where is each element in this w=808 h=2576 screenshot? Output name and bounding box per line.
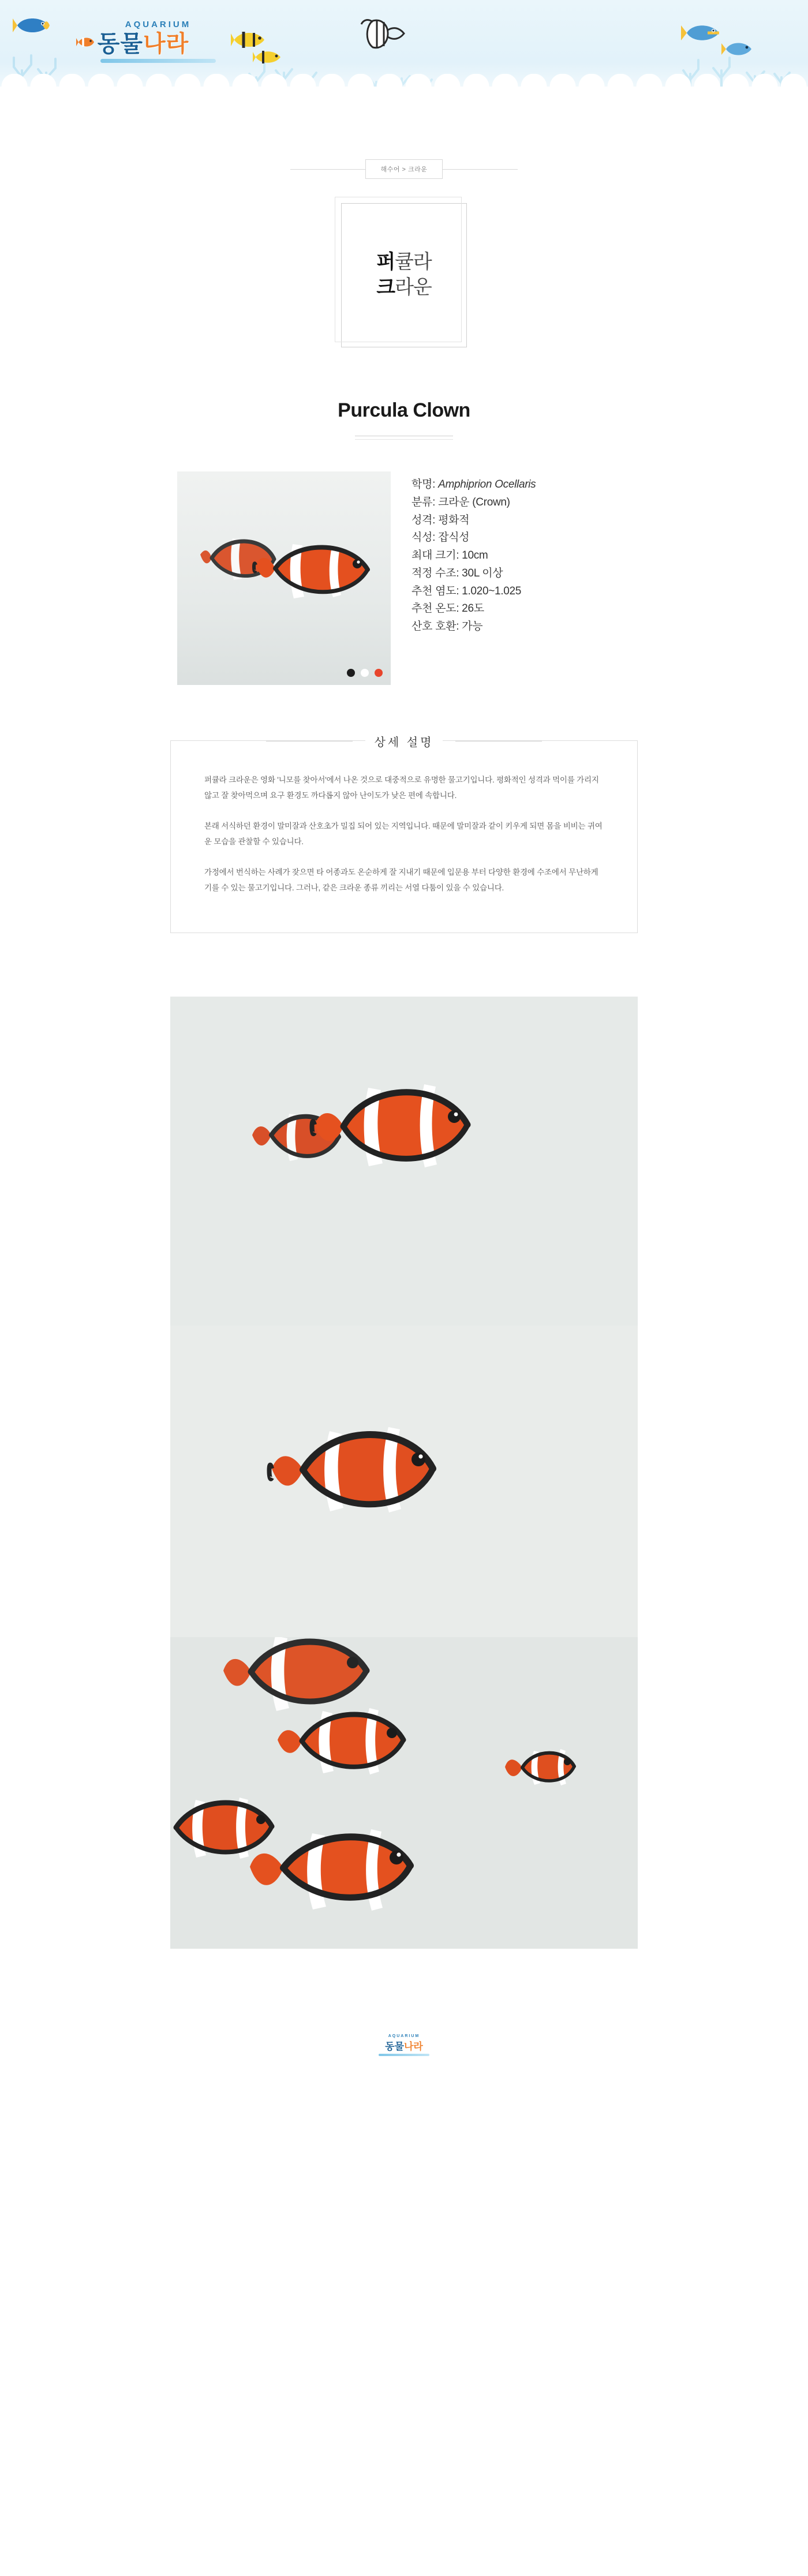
footer-logo-underline bbox=[379, 2054, 429, 2056]
breadcrumb-rule-left bbox=[290, 169, 365, 170]
spec-value: Amphiprion Ocellaris bbox=[438, 478, 536, 491]
fish-angel-icon bbox=[721, 38, 755, 63]
description-paragraph: 퍼큘라 크라운은 영화 '니모를 찾아서'에서 나온 것으로 대중적으로 유명한 물고기입니다. 평화적인 성격과 먹이를 가리지 않고 잘 찾아먹으며 요구 환경도 까다롭지 않아 난이도가 낮은 편에 속합니다. bbox=[204, 776, 599, 800]
page-title-rest-2: 라운 bbox=[395, 276, 432, 298]
description-rule-right bbox=[455, 741, 542, 742]
logo-word-1: 동물 bbox=[97, 31, 143, 57]
site-logo[interactable] bbox=[74, 20, 212, 73]
spec-value: 잡식성 bbox=[438, 531, 470, 544]
spec-value: 26도 bbox=[462, 602, 484, 615]
description-section bbox=[170, 736, 638, 933]
site-footer bbox=[0, 2024, 808, 2099]
page-title-rest-1: 큘라 bbox=[395, 251, 432, 274]
page-title-strong-2: 크 bbox=[376, 276, 395, 298]
spec-row: 식성: 잡식성 bbox=[412, 531, 470, 544]
logo-underline bbox=[100, 59, 216, 63]
footer-logo-word-2: 나라 bbox=[404, 2041, 423, 2052]
logo-top-text: AQUARIUM bbox=[125, 20, 192, 29]
spec-row: 추천 온도: 26도 bbox=[412, 602, 484, 615]
site-header bbox=[0, 0, 808, 113]
header-wave-divider bbox=[0, 87, 808, 113]
spec-key: 추천 온도 bbox=[412, 602, 457, 615]
spec-key: 학명 bbox=[412, 478, 433, 491]
spec-row: 적정 수조: 30L 이상 bbox=[412, 567, 503, 579]
spec-section bbox=[0, 471, 808, 685]
description-paragraph: 본래 서식하던 환경이 말미잘과 산호초가 밀집 되어 있는 지역입니다. 때문에 말미잘과 같이 키우게 되면 몸을 비비는 귀여운 모습을 관찰할 수 있습니다. bbox=[204, 822, 603, 846]
footer-logo-word-1: 동물 bbox=[385, 2041, 404, 2052]
title-box-wrapper bbox=[0, 203, 808, 347]
footer-logo-top-text: AQUARIUM bbox=[388, 2034, 420, 2038]
clownfish-logo-icon bbox=[76, 35, 96, 50]
color-dot-white bbox=[361, 669, 369, 677]
spec-key: 산호 호환 bbox=[412, 620, 457, 633]
spec-row: 최대 크기: 10cm bbox=[412, 549, 488, 562]
description-rule-left bbox=[266, 741, 353, 742]
spec-row: 성격: 평화적 bbox=[412, 514, 470, 526]
breadcrumb-rule-right bbox=[443, 169, 518, 170]
description-header bbox=[171, 733, 637, 750]
clownfish-gallery-1 bbox=[170, 997, 638, 1326]
title-divider bbox=[355, 436, 453, 439]
spec-key: 식성 bbox=[412, 531, 433, 544]
logo-word-2: 나라 bbox=[143, 31, 189, 57]
spec-key: 추천 염도 bbox=[412, 585, 457, 597]
footer-logo-main-text bbox=[369, 2038, 439, 2053]
fish-angel-icon bbox=[681, 20, 725, 49]
spec-value: 1.020~1.025 bbox=[462, 585, 522, 597]
fish-striped-icon bbox=[358, 16, 406, 55]
spec-value: 30L 이상 bbox=[462, 567, 503, 579]
page-title-box bbox=[341, 203, 467, 347]
spec-key: 적정 수조 bbox=[412, 567, 457, 579]
page-title: Purcula Clown bbox=[338, 399, 470, 421]
fish-blue-icon bbox=[13, 14, 54, 40]
spec-key: 분류 bbox=[412, 496, 433, 508]
description-paragraph: 가정에서 번식하는 사례가 잦으면 타 어종과도 온순하게 잘 지내기 때문에 입문용 부터 다양한 환경에 수조에서 무난하게 기를 수 있는 물고기입니다. 그러나, 같은 크라운 종류 끼리는 서열 다툼이 있을 수 있습니다. bbox=[204, 868, 598, 892]
description-title: 상세 설명 bbox=[365, 733, 443, 750]
spec-value: 평화적 bbox=[438, 514, 470, 526]
spec-key: 최대 크기 bbox=[412, 549, 457, 562]
clownfish-main-photo bbox=[177, 471, 391, 685]
color-dot-orange bbox=[375, 669, 383, 677]
clownfish-gallery-3 bbox=[170, 1637, 638, 1949]
breadcrumb-label[interactable]: 해수어 > 크라운 bbox=[365, 159, 443, 179]
spec-key: 성격 bbox=[412, 514, 433, 526]
fish-yellow-icon bbox=[253, 47, 284, 70]
spec-value: 10cm bbox=[462, 549, 488, 562]
spec-list bbox=[412, 471, 631, 685]
color-dot-black bbox=[347, 669, 355, 677]
footer-logo[interactable] bbox=[369, 2034, 439, 2056]
spec-value: 가능 bbox=[462, 620, 483, 633]
clownfish-gallery-2 bbox=[170, 1326, 638, 1637]
page-title-line-1 bbox=[376, 250, 432, 275]
photo-color-dots bbox=[347, 669, 383, 677]
spec-row: 분류: 크라운 (Crown) bbox=[412, 496, 510, 508]
page-title-line-2 bbox=[376, 275, 432, 301]
page-title-strong-1: 퍼 bbox=[376, 251, 395, 274]
spec-row: 산호 호환: 가능 bbox=[412, 620, 483, 633]
spec-row: 학명: Amphiprion Ocellaris bbox=[412, 478, 536, 491]
spec-value: 크라운 (Crown) bbox=[438, 496, 510, 508]
spec-row: 추천 염도: 1.020~1.025 bbox=[412, 585, 522, 597]
breadcrumb bbox=[0, 159, 808, 179]
photo-gallery bbox=[170, 997, 638, 1949]
